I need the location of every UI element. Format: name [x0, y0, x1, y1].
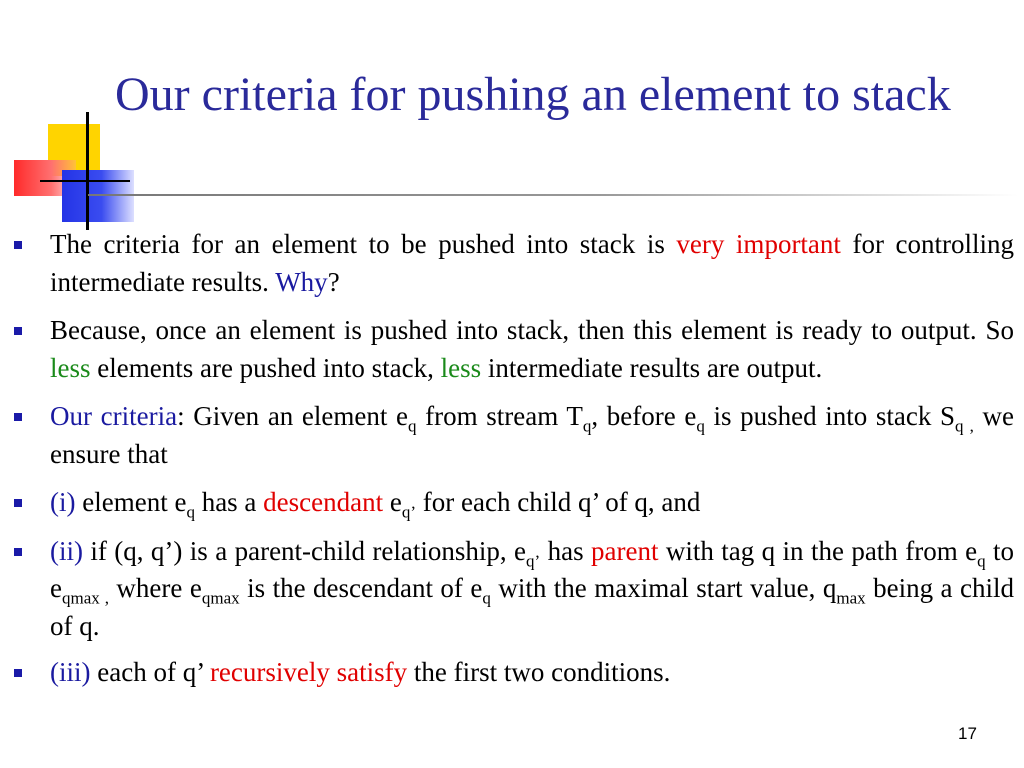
slide-title: Our criteria for pushing an element to stack [115, 68, 951, 121]
bullet-text: has a [194, 487, 264, 517]
condition-label: (ii) [50, 535, 83, 566]
bullet-square-icon [14, 327, 22, 335]
logo-blue-square [62, 170, 134, 222]
emphasis-recursively-satisfy: recursively satisfy [209, 657, 408, 687]
bullet-text: where e [108, 573, 202, 603]
bullet-text: with tag q in the path from e [658, 535, 978, 566]
bullet-square-icon [14, 499, 22, 507]
bullet-text: with the maximal start value, q [490, 573, 837, 603]
bullet-text: element e [75, 487, 187, 517]
subscript: q , [955, 416, 974, 436]
bullet-item [12, 398, 1014, 473]
bullet-text: if (q, q’) is a parent-child relationship, e [83, 535, 527, 566]
bullet-text: to e [50, 535, 1014, 603]
logo-vertical-line [86, 112, 89, 230]
emphasis-descendant: descendant [263, 487, 384, 517]
bullet-text: ? [327, 266, 340, 297]
subscript: q’ [526, 550, 541, 570]
title-divider [88, 194, 1018, 196]
subscript: qmax [201, 588, 240, 608]
bullet-text: we ensure that [50, 401, 1015, 469]
emphasis-our-criteria: Our criteria [50, 401, 178, 431]
condition-label: (iii) [50, 657, 91, 687]
bullet-text: each of q’ [90, 657, 210, 687]
subscript: q [482, 588, 491, 608]
bullet-text: being a child of q. [50, 573, 1014, 641]
bullet-square-icon [14, 413, 22, 421]
subscript: max [836, 588, 866, 608]
page-number: 17 [958, 724, 977, 743]
bullet-square-icon [14, 548, 22, 556]
bullet-item [12, 654, 1014, 692]
bullet-square-icon [14, 669, 22, 677]
subscript: q’ [401, 502, 417, 522]
bullet-square-icon [14, 241, 22, 249]
emphasis-very-important: very important [676, 229, 841, 259]
bullet-text: is pushed into stack S [704, 401, 955, 431]
subscript: qmax , [61, 588, 109, 608]
emphasis-why: Why [275, 266, 328, 297]
emphasis-parent: parent [591, 535, 659, 566]
bullet-text: Because, once an element is pushed into stack, then this element is ready to output. So [50, 315, 1014, 345]
bullet-text: is the descendant of e [239, 573, 483, 603]
bullet-item [12, 312, 1014, 387]
bullet-text: from stream T [416, 401, 583, 431]
bullet-item [12, 226, 1014, 301]
subscript: q [696, 416, 705, 436]
bullet-text: the first two conditions. [407, 657, 671, 687]
emphasis-less: less [440, 352, 482, 383]
condition-label: (i) [50, 487, 76, 517]
subscript: q [186, 502, 195, 522]
bullet-item [12, 484, 1014, 522]
bullet-text: e [383, 487, 402, 517]
bullet-text: intermediate results are output. [481, 352, 823, 383]
subscript: q [408, 416, 417, 436]
bullet-text: The criteria for an element to be pushed into stack is [50, 229, 677, 259]
bullet-text: , before e [591, 401, 697, 431]
bullet-text: for controlling intermediate results. [50, 229, 1014, 297]
bullet-item [12, 533, 1014, 646]
bullet-list [12, 226, 1014, 703]
bullet-text: for each child q’ of q, and [416, 487, 701, 517]
bullet-text: : Given an element e [177, 401, 409, 431]
subscript: q [582, 416, 592, 436]
logo-horizontal-line [40, 180, 130, 182]
subscript: q [977, 550, 986, 570]
emphasis-less: less [50, 352, 91, 383]
bullet-text: has [540, 535, 591, 566]
bullet-text: elements are pushed into stack, [90, 352, 441, 383]
